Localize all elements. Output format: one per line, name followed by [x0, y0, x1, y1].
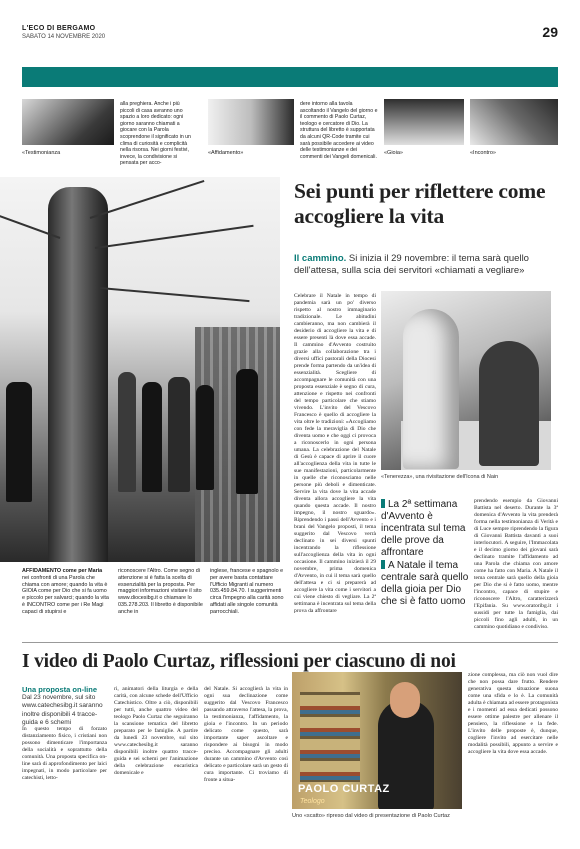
article-2-column-4: zione complessa, ma ciò non vuol dire che non possa dare frutto. Rendere generativa questa situazione suona come una sfida e lo è. La comunità adulta è chiamata ad essere protagonista e i momenti ad essa dedicati possono essere ottime palestre per allenare il pensiero, la riflessione e la fede. L'invito delle proposte è, dunque, cogliere l'invito ad esercitare nelle modalità possibili, appunto a servire e accogliere la vita dove essa accade. [468, 672, 558, 755]
photo-tree-trunk [48, 187, 108, 562]
pull-quote-2-text: A Natale il tema centrale sarà quello della gioia per Dio che si è fatto uomo [381, 560, 469, 607]
strip-text-2: dere intorno alla tavola ascoltando il Vangelo del giorno e il commento di Paolo Curtaz, teologo e cercatore di Dio. La struttura del libretto è supportata da alcuni QR-Code tramite cui sarà possibile accedere ai video delle testimonianze e dei commenti dei Vangeli domenicali. [300, 101, 378, 160]
video-still [292, 672, 462, 809]
strip-caption-3: «Gioia» [384, 150, 403, 156]
caption-text: nei confronti di una Parola che chiama con amore; quando la vita è GIOIA come per Dio che si fa uomo e piccolo per salvarci; quando la vita è INCONTRO come per i Re Magi capaci di stupirsi e [22, 574, 109, 615]
strip-photo-4 [470, 99, 558, 145]
photo-person [118, 372, 136, 492]
article-2-sidebar [22, 686, 107, 727]
strip-photo-1 [22, 99, 114, 145]
section-divider [22, 642, 558, 643]
strip-photo-3 [384, 99, 464, 145]
photo-branch [100, 287, 250, 302]
sidebar-title: Una proposta on-line [22, 685, 97, 694]
pull-quote-marker [381, 499, 385, 508]
section-bar [22, 67, 558, 87]
article-2-column-2: ri, animatori della liturgia e della carità, con alcune schede dell'Ufficio Catechistico. Oltre a ciò, disponibili per tutti, anche quattro video del teologo Paolo Curtaz che seguiranno la scansione tematica del libretto preparato per le famiglie. A partire da lunedì 23 novembre, sul sito www.catechesibg.it saranno disponibili inoltre quattro tracce-guida e sei schemi per l'animazione della celebrazione eucaristica domenicale e [114, 686, 198, 776]
photo-person [6, 382, 32, 502]
photo-branch [90, 180, 205, 219]
strip-caption-4: «Incontro» [470, 150, 496, 156]
article-headline: Sei punti per riflettere come accogliere la vita [294, 179, 546, 228]
photo-caption-col-2: riconoscere l'Altro. Come segno di attenzione si è fatta la scelta di essenzialità per la proposta. Per maggiori informazioni visitare il sito www.diocesibg.it o chiamare lo 035.278.203. Il libretto è disponibile anche in [118, 568, 203, 615]
strip-photo-2 [208, 99, 294, 145]
lead-kicker: Il cammino. [294, 253, 347, 264]
photo-person [236, 369, 258, 494]
photo-caption-block [22, 568, 110, 616]
photo-bookshelf [300, 692, 360, 782]
photo-person [196, 385, 214, 490]
article-2-column-3: del Natale. Si accoglierà la vita in ogni sua declinazione come suggerito dal Vescovo Francesco passando attraverso l'attesa, la prova, la testimonianza, l'affidamento, la gioia e l'incontro. In un periodo delicato come questo, sarà importante saper ascoltare e rispondere ai bisogni in modo preciso. Accompagnare gli adulti durante un cammino d'Avvento così delicato e particolare sarà un gesto di cura importante. Ci troviamo di fronte a situa- [204, 686, 288, 783]
article-2-headline: I video di Paolo Curtaz, riflessioni per ciascuno di noi [22, 651, 456, 672]
pull-quote-marker [381, 560, 385, 569]
article-column-1: Celebrare il Natale in tempo di pandemia sarà un po' diverso rispetto al nostro immaginario tradizionale. Le abitudini cambieranno, ma non cambierà il desiderio di accogliere la vita e di essere presenti là dove essa accade. Il cammino d'Avvento costruito grazie alla collaborazione tra i diversi uffici pastorali della Diocesi prende forma partendo da un'idea di essenzialità. Scegliere di accompagnare le comunità con una proposta essenziale è segno di cura, attenzione e rispetto nei confronti del tempo particolare che stiamo vivendo. L'invito del Vescovo Francesco è quello di accogliere la vita oltre le tradizioni: «Accogliamo con fede la meraviglia di Dio che diventa uomo e che oggi ci provoca a riconoscerlo in ogni persona umana. La celebrazione del Natale di Gesù è capace di aprire il cuore all'accoglienza della vita in tutte le sue manifestazioni, particolarmente in quelle che riconosciamo nelle persone più deboli e dimenticate. Servire la vita dove la vita accade diventa allora accogliere la vita quando questa accade. Il nostro impegno, il nostro sguardo». Riprendendo i passi dell'Avvento e i brani del Vangelo proposti, il tema suggerito dal Vescovo verrà declinato in sei diversi spunti incentrando la riflessione sull'accoglienza della vita in ogni occasione. Il cammino inizierà il 29 novembre, prima domenica d'Avvento, in cui il tema sarà quello dell'attesa e ci si preparerà ad accogliere la vita come i servitori a cui viene chiesto di vegliare. La 2ª settimana è incentrata sul tema della prova da affrontare [294, 293, 376, 614]
strip-caption-1: «Testimonianza [22, 150, 61, 156]
lead-text: Si inizia il 29 novembre: il tema sarà quello dell'attesa, sulla scia dei servitori «chiamati a vegliare» [294, 253, 529, 276]
strip-text-1: alla preghiera. Anche i più piccoli di casa avranno uno spazio a loro dedicato: ogni giorno saranno chiamati a giocare con la Parola scoprendone il significato in un clima di curiosità e complicità nella risorsa. Nei giorni festivi, invece, la condivisione si pensata per acco- [120, 101, 191, 167]
pull-quote-2 [381, 560, 469, 608]
photo-branch [95, 225, 254, 249]
main-photo [0, 177, 280, 562]
article-photo-caption: «Tenerezza», una rivisitazione dell'Icona di Nain [381, 474, 499, 480]
article-column-2: prendendo esempio da Giovanni Battista nel deserto. Durante la 3ª domenica d'Avvento la vita prenderà forma nella testimonianza di Verità e di Luce sempre riprendendo la figura di Giovanni Battista davanti a suoi interlocutori. A seguire, l'Immacolata e il decimo giorno dei giovani sarà declinato tramite l'affidamento ad una Parola che chiama con amore come ha fatto con Maria. A Natale il tema centrale sarà quello della gioia per Dio che si è fatto uomo, mentre l'incontro, capace di stupire e riconoscere l'Altro, caratterizzerà l'Epifania. Su www.oratoribg.it i sussidi per tutte la famiglia, dai piccoli fino agli adulti, in un cammino quotidiano e condiviso. [474, 498, 558, 630]
article-photo [381, 291, 551, 470]
photo-person [142, 382, 162, 492]
article-lead [294, 253, 562, 277]
masthead: L'ECO DI BERGAMO [22, 25, 96, 32]
video-overlay-role: Teologo [300, 798, 325, 805]
video-overlay-name: PAOLO CURTAZ [298, 783, 390, 795]
photo-caption-col-3: inglese, francese e spagnolo e per avere basta contattare l'Ufficio Migranti al numero 035.459.84.70. I suggerimenti circa l'impegno alla carità sono affidati alle singole comunità parrocchiali. [210, 568, 284, 615]
strip-caption-2: «Affidamento» [208, 150, 244, 156]
pull-quote-1-text: La 2ª settimana d'Avvento è incentrata sul tema delle prove da affrontare [381, 499, 466, 558]
pull-quote-1 [381, 499, 469, 559]
sidebar-text: Dal 23 novembre, sul sito www.catechesibg.it saranno inoltre disponibili 4 tracce-guida e 6 schemi [22, 694, 103, 726]
photo-patient [479, 341, 539, 466]
page-number: 29 [542, 24, 558, 40]
dateline: SABATO 14 NOVEMBRE 2020 [22, 34, 106, 40]
video-caption: Uno «scatto» ripreso dal video di presentazione di Paolo Curtaz [292, 813, 450, 819]
photo-person [168, 377, 190, 492]
photo-speaker-head [390, 682, 420, 718]
article-2-column-1: In questo tempo di forzato distanziamento fisico, i cristiani non possono dimenticare l'importanza della socialità e soprattutto della comunità. Una proposta specifica on-line sarà di approfondimento per laici impegnati, in modo particolare per catechisti, letto- [22, 726, 107, 781]
caption-lead: AFFIDAMENTO come per Maria [22, 568, 103, 574]
photo-nurse [403, 309, 459, 469]
